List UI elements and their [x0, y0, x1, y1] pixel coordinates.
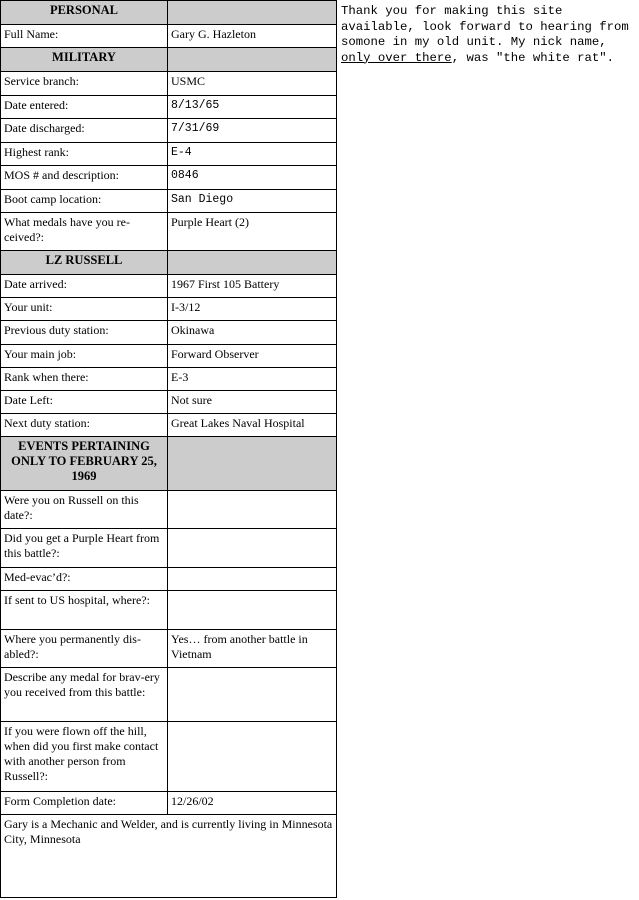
field-value-med-evac: [168, 568, 337, 591]
field-label-date-left: Date Left:: [1, 391, 168, 414]
field-label-completion-date: Form Completion date:: [1, 792, 168, 815]
field-label-first-contact: If you were flown off the hill, when did you first make contact with another person from Russell?:: [1, 722, 168, 792]
field-label-full-name: Full Name:: [1, 25, 168, 48]
field-label-purple-heart-battle: Did you get a Purple Heart from this battle?:: [1, 529, 168, 568]
field-value-full-name: Gary G. Hazleton: [168, 25, 337, 48]
side-message-underlined: only over there: [341, 50, 452, 65]
field-label-highest-rank: Highest rank:: [1, 143, 168, 166]
field-value-your-unit: I-3/12: [168, 298, 337, 321]
field-value-boot-camp: San Diego: [168, 190, 337, 213]
section-header-military: MILITARY: [1, 48, 168, 72]
section-header-blank: [168, 48, 337, 72]
section-header-blank: [168, 251, 337, 275]
field-value-purple-heart-battle: [168, 529, 337, 568]
section-header-personal: PERSONAL: [1, 1, 168, 25]
field-label-boot-camp: Boot camp location:: [1, 190, 168, 213]
side-message-text: Thank you for making this site available, look forward to hearing from somone in my old unit. My nick name,: [341, 4, 629, 49]
field-label-main-job: Your main job:: [1, 345, 168, 368]
field-label-on-russell: Were you on Russell on this date?:: [1, 491, 168, 529]
field-value-mos: 0846: [168, 166, 337, 190]
field-value-date-discharged: 7/31/69: [168, 119, 337, 143]
field-label-previous-duty: Previous duty station:: [1, 321, 168, 345]
section-header-events: EVENTS PERTAINING ONLY TO FEBRUARY 25, 1969: [1, 437, 168, 491]
field-label-your-unit: Your unit:: [1, 298, 168, 321]
field-value-completion-date: 12/26/02: [168, 792, 337, 815]
field-value-date-left: Not sure: [168, 391, 337, 414]
field-label-us-hospital: If sent to US hospital, where?:: [1, 591, 168, 630]
field-label-service-branch: Service branch:: [1, 72, 168, 96]
field-value-disabled: Yes… from another battle in Vietnam: [168, 630, 337, 668]
field-label-bravery-medal: Describe any medal for brav-ery you received from this battle:: [1, 668, 168, 722]
field-value-medals: Purple Heart (2): [168, 213, 337, 251]
field-label-next-duty: Next duty station:: [1, 414, 168, 437]
section-header-blank: [168, 1, 337, 25]
side-message-text-end: , was "the white rat".: [451, 50, 615, 65]
field-value-us-hospital: [168, 591, 337, 630]
field-value-on-russell: [168, 491, 337, 529]
field-value-highest-rank: E-4: [168, 143, 337, 166]
field-value-first-contact: [168, 722, 337, 792]
section-header-blank: [168, 437, 337, 491]
field-label-date-arrived: Date arrived:: [1, 275, 168, 298]
field-value-service-branch: USMC: [168, 72, 337, 96]
side-message: [341, 4, 631, 66]
field-label-rank-when-there: Rank when there:: [1, 368, 168, 391]
field-value-date-entered: 8/13/65: [168, 96, 337, 119]
field-label-date-discharged: Date discharged:: [1, 119, 168, 143]
field-label-med-evac: Med-evac’d?:: [1, 568, 168, 591]
field-value-previous-duty: Okinawa: [168, 321, 337, 345]
section-header-lz-russell: LZ RUSSELL: [1, 251, 168, 275]
field-value-next-duty: Great Lakes Naval Hospital: [168, 414, 337, 437]
closing-note: Gary is a Mechanic and Welder, and is currently living in Minnesota City, Minnesota: [1, 815, 337, 898]
field-label-disabled: Where you permanently dis-abled?:: [1, 630, 168, 668]
field-value-main-job: Forward Observer: [168, 345, 337, 368]
field-label-date-entered: Date entered:: [1, 96, 168, 119]
field-label-mos: MOS # and description:: [1, 166, 168, 190]
field-value-date-arrived: 1967 First 105 Battery: [168, 275, 337, 298]
field-label-medals: What medals have you re-ceived?:: [1, 213, 168, 251]
field-value-bravery-medal: [168, 668, 337, 722]
field-value-rank-when-there: E-3: [168, 368, 337, 391]
